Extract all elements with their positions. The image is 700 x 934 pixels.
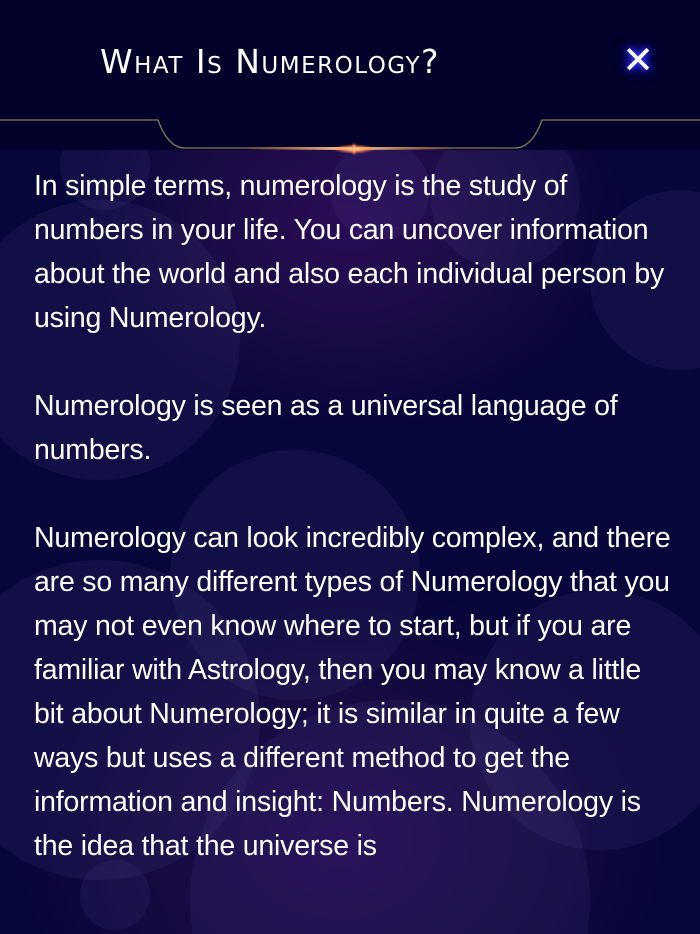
paragraph: Numerology is seen as a universal language of numbers.	[34, 390, 618, 466]
article-text	[34, 164, 674, 912]
scroll-content[interactable]	[0, 120, 700, 934]
page-title: What Is Numerology?	[100, 42, 441, 81]
paragraph: Numerology can look incredibly complex, and there are so many different types of Numerology that you may not even know where to start, but if you are familiar with Astrology, then you may know a little bit about Numerology; it is similar in quite a few ways but uses a different method to get the information and insight: Numbers. Numerology is the idea that the universe is	[34, 522, 671, 862]
paragraph: In simple terms, numerology is the study of numbers in your life. You can uncover information about the world and also each individual person by using Numerology.	[34, 170, 665, 334]
header-frame-divider	[0, 115, 700, 160]
close-button[interactable]	[618, 40, 658, 80]
close-x-icon: ✕	[622, 38, 654, 82]
